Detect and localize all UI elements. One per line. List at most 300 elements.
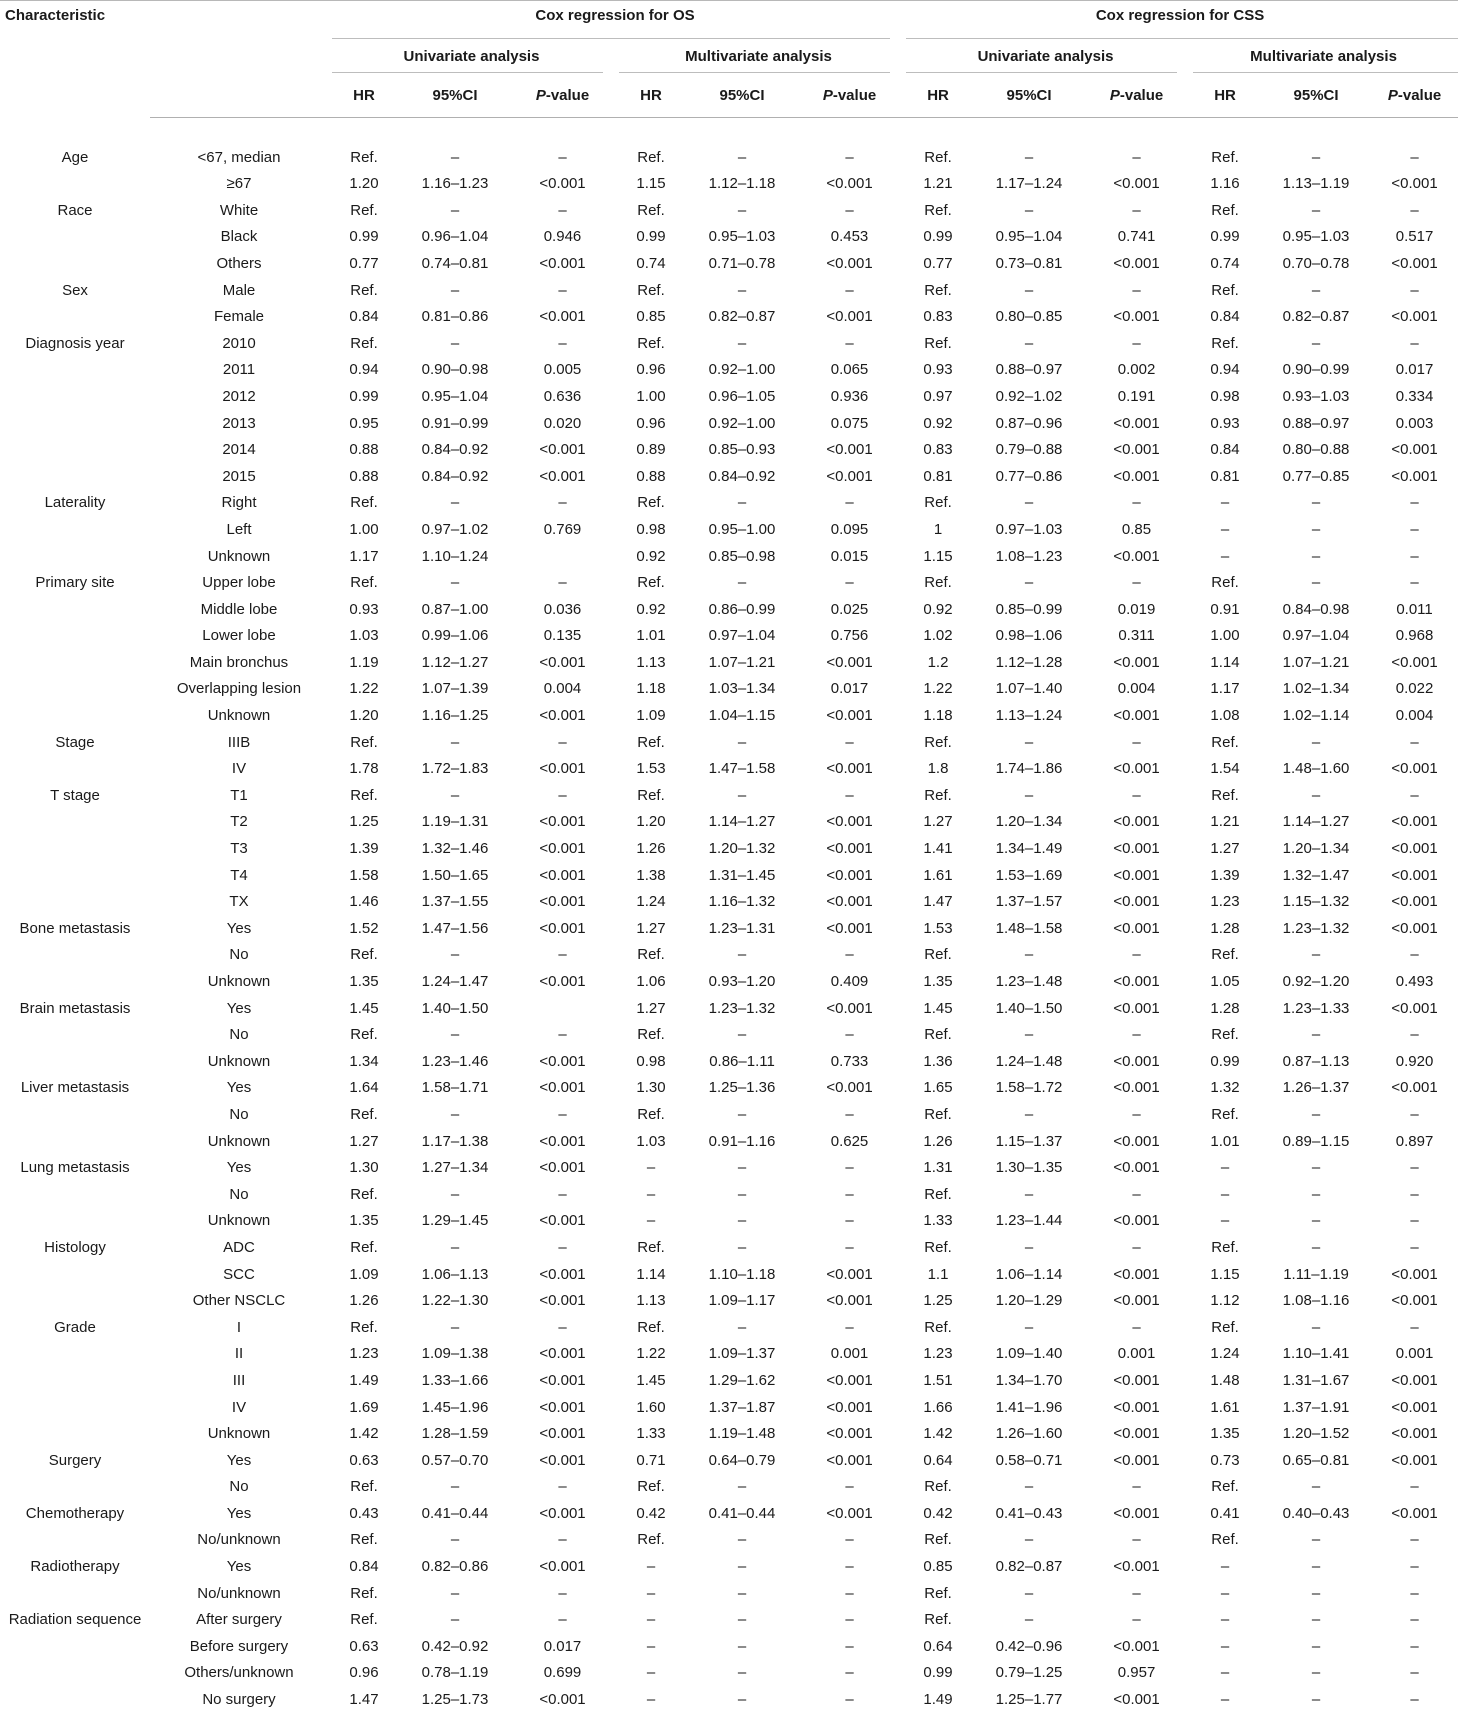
cell-css-uni-hr: 1.02 bbox=[923, 627, 953, 645]
cell-os-uni-ci: 1.22–1.30 bbox=[421, 1292, 489, 1310]
cell-os-multi-ci: 0.71–0.78 bbox=[708, 254, 776, 272]
cell-os-multi-ci: – bbox=[737, 574, 747, 592]
header-os-univariate: Univariate analysis bbox=[328, 39, 615, 73]
cell-css-uni-hr: 0.81 bbox=[923, 467, 953, 485]
cell-os-uni-ci: 1.23–1.46 bbox=[421, 1052, 489, 1070]
cell-os-multi-hr: 1.22 bbox=[636, 1345, 666, 1363]
cell-os-multi-hr: Ref. bbox=[637, 1105, 665, 1123]
cell-os-uni-ci: 0.82–0.86 bbox=[421, 1558, 489, 1576]
cell-css-uni-ci: – bbox=[1024, 1185, 1034, 1203]
cell-css-uni-hr: 1.15 bbox=[923, 547, 953, 565]
cell-os-uni-ci: 1.25–1.73 bbox=[421, 1691, 489, 1709]
cell-os-uni-p: – bbox=[558, 1531, 567, 1549]
cell-os-multi-p: – bbox=[845, 334, 854, 352]
cell-css-uni-ci: 1.53–1.69 bbox=[995, 866, 1063, 884]
cell-os-uni-ci: 1.45–1.96 bbox=[421, 1398, 489, 1416]
cell-css-uni-p: 0.001 bbox=[1117, 1345, 1156, 1363]
cell-os-multi-ci: 0.82–0.87 bbox=[708, 308, 776, 326]
cell-subgroup: <67, median bbox=[197, 148, 281, 166]
cell-os-uni-hr: 0.43 bbox=[349, 1504, 379, 1522]
cell-characteristic: Histology bbox=[44, 1238, 106, 1256]
cell-characteristic: Sex bbox=[62, 281, 88, 299]
cell-os-multi-hr: – bbox=[646, 1584, 656, 1602]
cell-css-multi-hr: 1.61 bbox=[1210, 1398, 1240, 1416]
cell-characteristic: Diagnosis year bbox=[25, 334, 125, 352]
cell-css-multi-ci: – bbox=[1311, 1185, 1321, 1203]
header-p-value bbox=[510, 73, 615, 118]
cell-os-multi-ci: – bbox=[737, 946, 747, 964]
cell-css-multi-ci: 1.26–1.37 bbox=[1282, 1079, 1350, 1097]
cell-css-multi-p: – bbox=[1410, 1318, 1419, 1336]
cell-subgroup: 2015 bbox=[222, 467, 256, 485]
cell-css-uni-ci: – bbox=[1024, 733, 1034, 751]
cell-css-multi-hr: 0.84 bbox=[1210, 441, 1240, 459]
cell-characteristic bbox=[0, 384, 150, 411]
cell-css-uni-hr: 0.99 bbox=[923, 1664, 953, 1682]
cell-css-uni-ci: 1.40–1.50 bbox=[995, 999, 1063, 1017]
cell-css-uni-ci: 1.48–1.58 bbox=[995, 919, 1063, 937]
cell-os-multi-ci: – bbox=[737, 1026, 747, 1044]
cell-css-multi-p: 0.334 bbox=[1395, 387, 1434, 405]
table-row bbox=[0, 437, 1458, 464]
cell-css-multi-ci: 1.32–1.47 bbox=[1282, 866, 1350, 884]
table-row bbox=[0, 198, 1458, 225]
cell-css-multi-ci: – bbox=[1311, 1212, 1321, 1230]
cell-css-uni-hr: Ref. bbox=[924, 1105, 952, 1123]
cell-css-uni-ci: – bbox=[1024, 494, 1034, 512]
cell-os-uni-hr: 1.34 bbox=[349, 1052, 379, 1070]
cell-characteristic bbox=[0, 1049, 150, 1076]
header-ci: 95%CI bbox=[400, 73, 510, 118]
cell-subgroup: Unknown bbox=[207, 973, 271, 990]
cell-css-uni-p: 0.311 bbox=[1118, 627, 1155, 645]
cell-css-multi-p: <0.001 bbox=[1391, 1451, 1438, 1469]
cell-os-uni-ci: – bbox=[450, 1026, 460, 1044]
cell-os-multi-p: – bbox=[845, 946, 854, 964]
header-subgroup bbox=[150, 1, 328, 118]
header-ci: 95%CI bbox=[974, 73, 1084, 118]
table-row bbox=[0, 1208, 1458, 1235]
cell-css-uni-p: – bbox=[1132, 201, 1141, 219]
cell-os-multi-ci: – bbox=[737, 334, 747, 352]
table-row bbox=[0, 1075, 1458, 1102]
cell-css-uni-p: <0.001 bbox=[1113, 414, 1160, 432]
cell-os-uni-p: <0.001 bbox=[539, 813, 586, 831]
cell-css-uni-ci: – bbox=[1024, 148, 1034, 166]
header-hr: HR bbox=[615, 73, 687, 118]
cell-os-multi-p: <0.001 bbox=[826, 999, 873, 1017]
cell-css-uni-ci: 0.42–0.96 bbox=[995, 1637, 1063, 1655]
cell-css-multi-ci: – bbox=[1311, 1026, 1321, 1044]
cell-os-uni-hr: 1.27 bbox=[349, 1132, 379, 1150]
cell-characteristic bbox=[0, 836, 150, 863]
cell-os-multi-ci: – bbox=[737, 201, 747, 219]
cell-os-multi-p: – bbox=[845, 574, 854, 592]
cell-css-uni-p: <0.001 bbox=[1113, 999, 1160, 1017]
cell-css-multi-p: – bbox=[1410, 1238, 1419, 1256]
cell-css-multi-p: <0.001 bbox=[1391, 840, 1438, 858]
cell-css-multi-p: 0.897 bbox=[1395, 1132, 1434, 1150]
cell-subgroup: Unknown bbox=[207, 1132, 271, 1150]
header-cox-os: Cox regression for OS bbox=[328, 1, 902, 40]
cell-characteristic bbox=[0, 1634, 150, 1661]
cell-css-multi-ci: 1.02–1.14 bbox=[1282, 707, 1350, 725]
cell-css-uni-hr: 0.83 bbox=[923, 441, 953, 459]
cell-subgroup: 2011 bbox=[222, 361, 256, 379]
cell-os-multi-p: – bbox=[845, 1185, 854, 1203]
cell-characteristic bbox=[0, 437, 150, 464]
cell-os-multi-ci: 1.20–1.32 bbox=[708, 840, 776, 858]
cell-os-multi-hr: 0.92 bbox=[636, 600, 666, 618]
header-hr: HR bbox=[328, 73, 400, 118]
cell-subgroup: T4 bbox=[230, 866, 248, 884]
cell-os-multi-p: 0.625 bbox=[830, 1132, 869, 1150]
cell-os-uni-ci: 0.91–0.99 bbox=[421, 414, 489, 432]
cell-css-uni-ci: 1.24–1.48 bbox=[995, 1052, 1063, 1070]
cell-os-uni-hr: 1.20 bbox=[349, 707, 379, 725]
cell-os-multi-hr: Ref. bbox=[637, 574, 665, 592]
cell-os-multi-p: 0.733 bbox=[830, 1052, 869, 1070]
cell-css-uni-ci: 0.98–1.06 bbox=[995, 627, 1063, 645]
cell-characteristic bbox=[0, 1687, 150, 1714]
cell-os-multi-hr: 1.27 bbox=[636, 999, 666, 1017]
table-row bbox=[0, 1421, 1458, 1448]
cell-os-multi-p: <0.001 bbox=[826, 1398, 873, 1416]
cell-characteristic bbox=[0, 969, 150, 996]
cell-os-multi-ci: 0.95–1.03 bbox=[708, 228, 776, 246]
cell-os-multi-p: <0.001 bbox=[826, 813, 873, 831]
cell-css-uni-hr: Ref. bbox=[924, 1611, 952, 1629]
cell-css-multi-p: – bbox=[1410, 1611, 1419, 1629]
cell-os-multi-hr: – bbox=[646, 1159, 656, 1177]
cell-css-uni-ci: 0.97–1.03 bbox=[995, 520, 1063, 538]
cell-subgroup: Others/unknown bbox=[184, 1664, 294, 1682]
cell-css-uni-p: <0.001 bbox=[1113, 467, 1160, 485]
cell-subgroup: T1 bbox=[230, 786, 248, 804]
cell-os-multi-hr: Ref. bbox=[637, 201, 665, 219]
cell-css-multi-hr: 0.84 bbox=[1210, 308, 1240, 326]
cell-os-multi-ci: 1.03–1.34 bbox=[708, 680, 776, 698]
cell-css-uni-ci: 1.08–1.23 bbox=[995, 547, 1063, 565]
cell-os-uni-p: <0.001 bbox=[539, 1345, 586, 1363]
cell-css-uni-p: <0.001 bbox=[1113, 1558, 1160, 1576]
cell-os-multi-hr: – bbox=[646, 1185, 656, 1203]
p-italic: P bbox=[822, 86, 833, 104]
cell-subgroup: After surgery bbox=[196, 1611, 282, 1629]
cell-os-multi-p: 0.936 bbox=[830, 387, 869, 405]
table-row bbox=[0, 1262, 1458, 1289]
cell-subgroup: Right bbox=[221, 494, 257, 512]
cell-os-uni-ci: 1.40–1.50 bbox=[421, 999, 489, 1017]
cell-characteristic bbox=[0, 224, 150, 251]
cell-characteristic bbox=[0, 1208, 150, 1235]
cell-css-uni-hr: 1.26 bbox=[923, 1132, 953, 1150]
cell-css-uni-ci: 1.41–1.96 bbox=[995, 1398, 1063, 1416]
cell-subgroup: Main bronchus bbox=[189, 653, 289, 671]
cell-css-multi-ci: 0.93–1.03 bbox=[1282, 387, 1350, 405]
cell-css-uni-ci: 1.13–1.24 bbox=[995, 707, 1063, 725]
p-suffix: -value bbox=[832, 86, 877, 104]
table-row bbox=[0, 809, 1458, 836]
cell-os-uni-p: 0.036 bbox=[543, 600, 582, 618]
cell-os-uni-p: 0.135 bbox=[543, 627, 582, 645]
cell-css-multi-ci: – bbox=[1311, 281, 1321, 299]
cell-subgroup: Yes bbox=[226, 1159, 252, 1177]
cell-css-uni-p: <0.001 bbox=[1113, 1079, 1160, 1097]
cell-os-multi-ci: 0.85–0.98 bbox=[708, 547, 776, 565]
cell-css-uni-hr: 1.1 bbox=[927, 1265, 949, 1283]
cell-os-multi-hr: Ref. bbox=[637, 1478, 665, 1496]
cell-os-multi-hr: Ref. bbox=[637, 786, 665, 804]
cell-css-uni-p: – bbox=[1132, 1611, 1141, 1629]
cell-css-multi-hr: 1.21 bbox=[1210, 813, 1240, 831]
cell-os-uni-p: <0.001 bbox=[539, 175, 586, 193]
cell-os-uni-hr: 0.63 bbox=[349, 1451, 379, 1469]
cell-characteristic bbox=[0, 650, 150, 677]
cell-os-multi-ci: 0.91–1.16 bbox=[708, 1132, 776, 1150]
cell-subgroup: Overlapping lesion bbox=[176, 680, 302, 698]
cell-css-uni-p: <0.001 bbox=[1113, 308, 1160, 326]
cell-os-uni-ci: 1.16–1.23 bbox=[421, 175, 489, 193]
header-p-value bbox=[797, 73, 902, 118]
cell-os-multi-hr: 1.13 bbox=[636, 1292, 666, 1310]
cell-os-multi-hr: Ref. bbox=[637, 1238, 665, 1256]
table-row bbox=[0, 1129, 1458, 1156]
cell-subgroup: Unknown bbox=[207, 547, 271, 565]
cell-os-uni-p: <0.001 bbox=[539, 1212, 586, 1230]
cell-css-multi-ci: – bbox=[1311, 334, 1321, 352]
header-ci: 95%CI bbox=[1261, 73, 1371, 118]
cell-os-multi-p: <0.001 bbox=[826, 760, 873, 778]
cell-os-multi-ci: 1.09–1.17 bbox=[708, 1292, 776, 1310]
cell-os-multi-p: – bbox=[845, 148, 854, 166]
table-row bbox=[0, 676, 1458, 703]
cell-os-uni-hr: 0.84 bbox=[349, 1558, 379, 1576]
cell-css-multi-p: <0.001 bbox=[1391, 308, 1438, 326]
cell-os-multi-p: – bbox=[845, 1531, 854, 1549]
cell-os-multi-p: – bbox=[845, 1637, 854, 1655]
cell-os-multi-hr: 0.85 bbox=[636, 308, 666, 326]
cell-css-uni-ci: 1.17–1.24 bbox=[995, 175, 1063, 193]
cell-css-multi-p: 0.017 bbox=[1395, 361, 1434, 379]
table-row bbox=[0, 1288, 1458, 1315]
cell-css-uni-p: <0.001 bbox=[1113, 547, 1160, 565]
cell-css-uni-ci: 1.25–1.77 bbox=[995, 1691, 1063, 1709]
cell-css-multi-p: – bbox=[1410, 946, 1419, 964]
cell-css-multi-hr: Ref. bbox=[1211, 148, 1239, 166]
cell-os-uni-p: <0.001 bbox=[539, 308, 586, 326]
cell-css-uni-hr: 0.64 bbox=[923, 1637, 953, 1655]
cell-os-multi-ci: 1.25–1.36 bbox=[708, 1079, 776, 1097]
cell-css-uni-p: <0.001 bbox=[1113, 1159, 1160, 1177]
header-os-multivariate: Multivariate analysis bbox=[615, 39, 902, 73]
cell-os-uni-ci: – bbox=[450, 1531, 460, 1549]
cell-css-multi-hr: 0.81 bbox=[1210, 467, 1240, 485]
cell-os-uni-ci: 0.99–1.06 bbox=[421, 627, 489, 645]
cell-subgroup: Yes bbox=[226, 999, 252, 1017]
cell-css-multi-ci: – bbox=[1311, 148, 1321, 166]
cell-os-multi-ci: 0.97–1.04 bbox=[708, 627, 776, 645]
cell-css-multi-hr: 1.24 bbox=[1210, 1345, 1240, 1363]
cell-css-uni-hr: Ref. bbox=[924, 148, 952, 166]
header-css-multivariate: Multivariate analysis bbox=[1189, 39, 1458, 73]
cell-css-uni-hr: 0.92 bbox=[923, 600, 953, 618]
cell-os-uni-p: 0.020 bbox=[543, 414, 582, 432]
cell-css-multi-p: 0.968 bbox=[1395, 627, 1434, 645]
cell-os-uni-p: <0.001 bbox=[539, 1371, 586, 1389]
cell-os-multi-p: – bbox=[845, 786, 854, 804]
cell-os-uni-ci: – bbox=[450, 1318, 460, 1336]
cell-os-uni-ci: 0.95–1.04 bbox=[421, 387, 489, 405]
cell-css-uni-ci: 1.20–1.34 bbox=[995, 813, 1063, 831]
cell-characteristic bbox=[0, 597, 150, 624]
cell-css-uni-p: – bbox=[1132, 281, 1141, 299]
header-ci: 95%CI bbox=[687, 73, 797, 118]
cell-os-uni-ci: 1.47–1.56 bbox=[421, 919, 489, 937]
cell-os-multi-p: 0.409 bbox=[830, 973, 869, 990]
cell-os-uni-hr: 1.58 bbox=[349, 866, 379, 884]
cell-os-multi-ci: 0.84–0.92 bbox=[708, 467, 776, 485]
cell-os-uni-p: – bbox=[558, 494, 567, 512]
cell-os-uni-hr: 0.99 bbox=[349, 387, 379, 405]
cell-os-multi-ci: – bbox=[737, 1558, 747, 1576]
cell-os-uni-p: – bbox=[558, 334, 567, 352]
cell-os-multi-p: <0.001 bbox=[826, 919, 873, 937]
cell-subgroup: ADC bbox=[223, 1238, 255, 1256]
cell-subgroup: No bbox=[229, 1105, 249, 1123]
cell-os-uni-ci: 0.42–0.92 bbox=[421, 1637, 489, 1655]
cell-subgroup: T3 bbox=[230, 840, 248, 858]
cell-os-multi-hr: 1.18 bbox=[636, 680, 666, 698]
cell-css-multi-hr: 1.12 bbox=[1210, 1292, 1240, 1310]
cell-css-uni-hr: 1.22 bbox=[923, 680, 953, 698]
cell-subgroup: Yes bbox=[226, 1558, 252, 1576]
cell-subgroup: 2014 bbox=[222, 441, 256, 459]
cell-os-multi-hr: 0.99 bbox=[636, 228, 666, 246]
cell-characteristic bbox=[0, 544, 150, 571]
cell-css-uni-hr: 1.49 bbox=[923, 1691, 953, 1709]
cell-os-uni-hr: Ref. bbox=[350, 1478, 378, 1496]
cell-css-multi-ci: 0.82–0.87 bbox=[1282, 308, 1350, 326]
cell-css-multi-p: 0.003 bbox=[1395, 414, 1434, 432]
cell-os-multi-p: 0.001 bbox=[830, 1345, 869, 1363]
cell-css-uni-hr: 0.85 bbox=[923, 1558, 953, 1576]
cell-css-uni-p: <0.001 bbox=[1113, 840, 1160, 858]
cell-css-multi-p: – bbox=[1410, 281, 1419, 299]
cell-characteristic bbox=[0, 1182, 150, 1209]
table-row bbox=[0, 703, 1458, 730]
cell-css-multi-p: <0.001 bbox=[1391, 813, 1438, 831]
cell-css-multi-ci: 0.92–1.20 bbox=[1282, 973, 1350, 990]
cell-css-uni-hr: 1.31 bbox=[923, 1159, 953, 1177]
cell-css-uni-p: <0.001 bbox=[1113, 1052, 1160, 1070]
cell-characteristic: Age bbox=[61, 148, 89, 166]
cell-css-uni-ci: 1.23–1.48 bbox=[995, 973, 1063, 990]
cell-css-uni-p: – bbox=[1132, 148, 1141, 166]
cell-css-uni-hr: 1.42 bbox=[923, 1425, 953, 1443]
cell-characteristic bbox=[0, 171, 150, 198]
cell-css-multi-p: – bbox=[1410, 494, 1419, 512]
cell-css-uni-hr: 0.92 bbox=[923, 414, 953, 432]
cell-css-multi-hr: Ref. bbox=[1211, 946, 1239, 964]
cell-os-uni-p: – bbox=[558, 1318, 567, 1336]
cell-css-uni-hr: Ref. bbox=[924, 1185, 952, 1203]
cell-css-uni-hr: 1.51 bbox=[923, 1371, 953, 1389]
cell-os-uni-ci: – bbox=[450, 574, 460, 592]
cell-css-multi-hr: 1.27 bbox=[1210, 840, 1240, 858]
cell-css-multi-hr: 1.54 bbox=[1210, 760, 1240, 778]
cell-os-multi-hr: – bbox=[646, 1637, 656, 1655]
cell-css-uni-p: <0.001 bbox=[1113, 1292, 1160, 1310]
cell-subgroup: IV bbox=[231, 1398, 247, 1416]
cell-os-uni-hr: Ref. bbox=[350, 786, 378, 804]
cell-os-multi-hr: 1.60 bbox=[636, 1398, 666, 1416]
cell-css-uni-hr: 1.33 bbox=[923, 1212, 953, 1230]
cell-css-multi-ci: 1.08–1.16 bbox=[1282, 1292, 1350, 1310]
cell-os-uni-hr: Ref. bbox=[350, 1026, 378, 1044]
cell-os-multi-ci: 0.86–1.11 bbox=[709, 1052, 775, 1070]
cell-css-multi-p: 0.011 bbox=[1396, 600, 1433, 618]
table-row bbox=[0, 889, 1458, 916]
cell-os-multi-ci: – bbox=[737, 1691, 747, 1709]
cell-os-uni-p: – bbox=[558, 1185, 567, 1203]
cell-os-uni-ci: – bbox=[450, 201, 460, 219]
cell-css-multi-hr: 0.73 bbox=[1210, 1451, 1240, 1469]
cell-subgroup: Other NSCLC bbox=[192, 1292, 286, 1310]
header-hr: HR bbox=[902, 73, 974, 118]
table-row bbox=[0, 224, 1458, 251]
cell-css-multi-p: – bbox=[1410, 1185, 1419, 1203]
cell-os-multi-p: – bbox=[845, 1478, 854, 1496]
cell-css-multi-p: – bbox=[1410, 1159, 1419, 1177]
cell-css-uni-ci: – bbox=[1024, 1238, 1034, 1256]
cell-os-uni-hr: 1.45 bbox=[349, 999, 379, 1017]
cell-os-uni-hr: 1.25 bbox=[349, 813, 379, 831]
cell-os-uni-ci: 1.72–1.83 bbox=[421, 760, 489, 778]
cell-css-multi-ci: – bbox=[1311, 547, 1321, 565]
cell-os-multi-p: 0.015 bbox=[830, 547, 869, 565]
table-header bbox=[0, 1, 1458, 118]
cell-characteristic: Liver metastasis bbox=[20, 1079, 130, 1097]
table-row bbox=[0, 544, 1458, 571]
cell-os-uni-hr: Ref. bbox=[350, 334, 378, 352]
cell-os-multi-p: <0.001 bbox=[826, 707, 873, 725]
cell-os-uni-ci: 1.19–1.31 bbox=[421, 813, 489, 831]
cell-css-multi-ci: 1.20–1.52 bbox=[1282, 1425, 1350, 1443]
cell-css-uni-p: – bbox=[1132, 1478, 1141, 1496]
cell-os-uni-p: <0.001 bbox=[539, 1504, 586, 1522]
cell-os-uni-p: <0.001 bbox=[539, 1132, 586, 1150]
cell-css-multi-ci: 0.88–0.97 bbox=[1282, 414, 1350, 432]
cell-css-multi-p: <0.001 bbox=[1391, 866, 1438, 884]
cell-css-multi-p: 0.001 bbox=[1395, 1345, 1434, 1363]
table-row bbox=[0, 490, 1458, 517]
cell-css-multi-ci: – bbox=[1311, 1105, 1321, 1123]
cell-os-uni-p: <0.001 bbox=[539, 653, 586, 671]
cell-os-multi-ci: 1.23–1.31 bbox=[708, 919, 776, 937]
cell-css-multi-ci: 0.89–1.15 bbox=[1282, 1132, 1350, 1150]
cell-os-uni-ci: 1.27–1.34 bbox=[421, 1159, 489, 1177]
cell-css-multi-hr: 1.17 bbox=[1210, 680, 1240, 698]
cell-os-uni-p: 0.017 bbox=[543, 1637, 582, 1655]
cell-os-uni-p: – bbox=[558, 946, 567, 964]
cell-css-multi-hr: 0.94 bbox=[1210, 361, 1240, 379]
cell-characteristic bbox=[0, 1102, 150, 1129]
cell-os-uni-p: <0.001 bbox=[539, 866, 586, 884]
cell-os-multi-p: 0.065 bbox=[830, 361, 869, 379]
cell-subgroup: No bbox=[229, 1026, 249, 1044]
cell-css-multi-p: – bbox=[1410, 1558, 1419, 1576]
